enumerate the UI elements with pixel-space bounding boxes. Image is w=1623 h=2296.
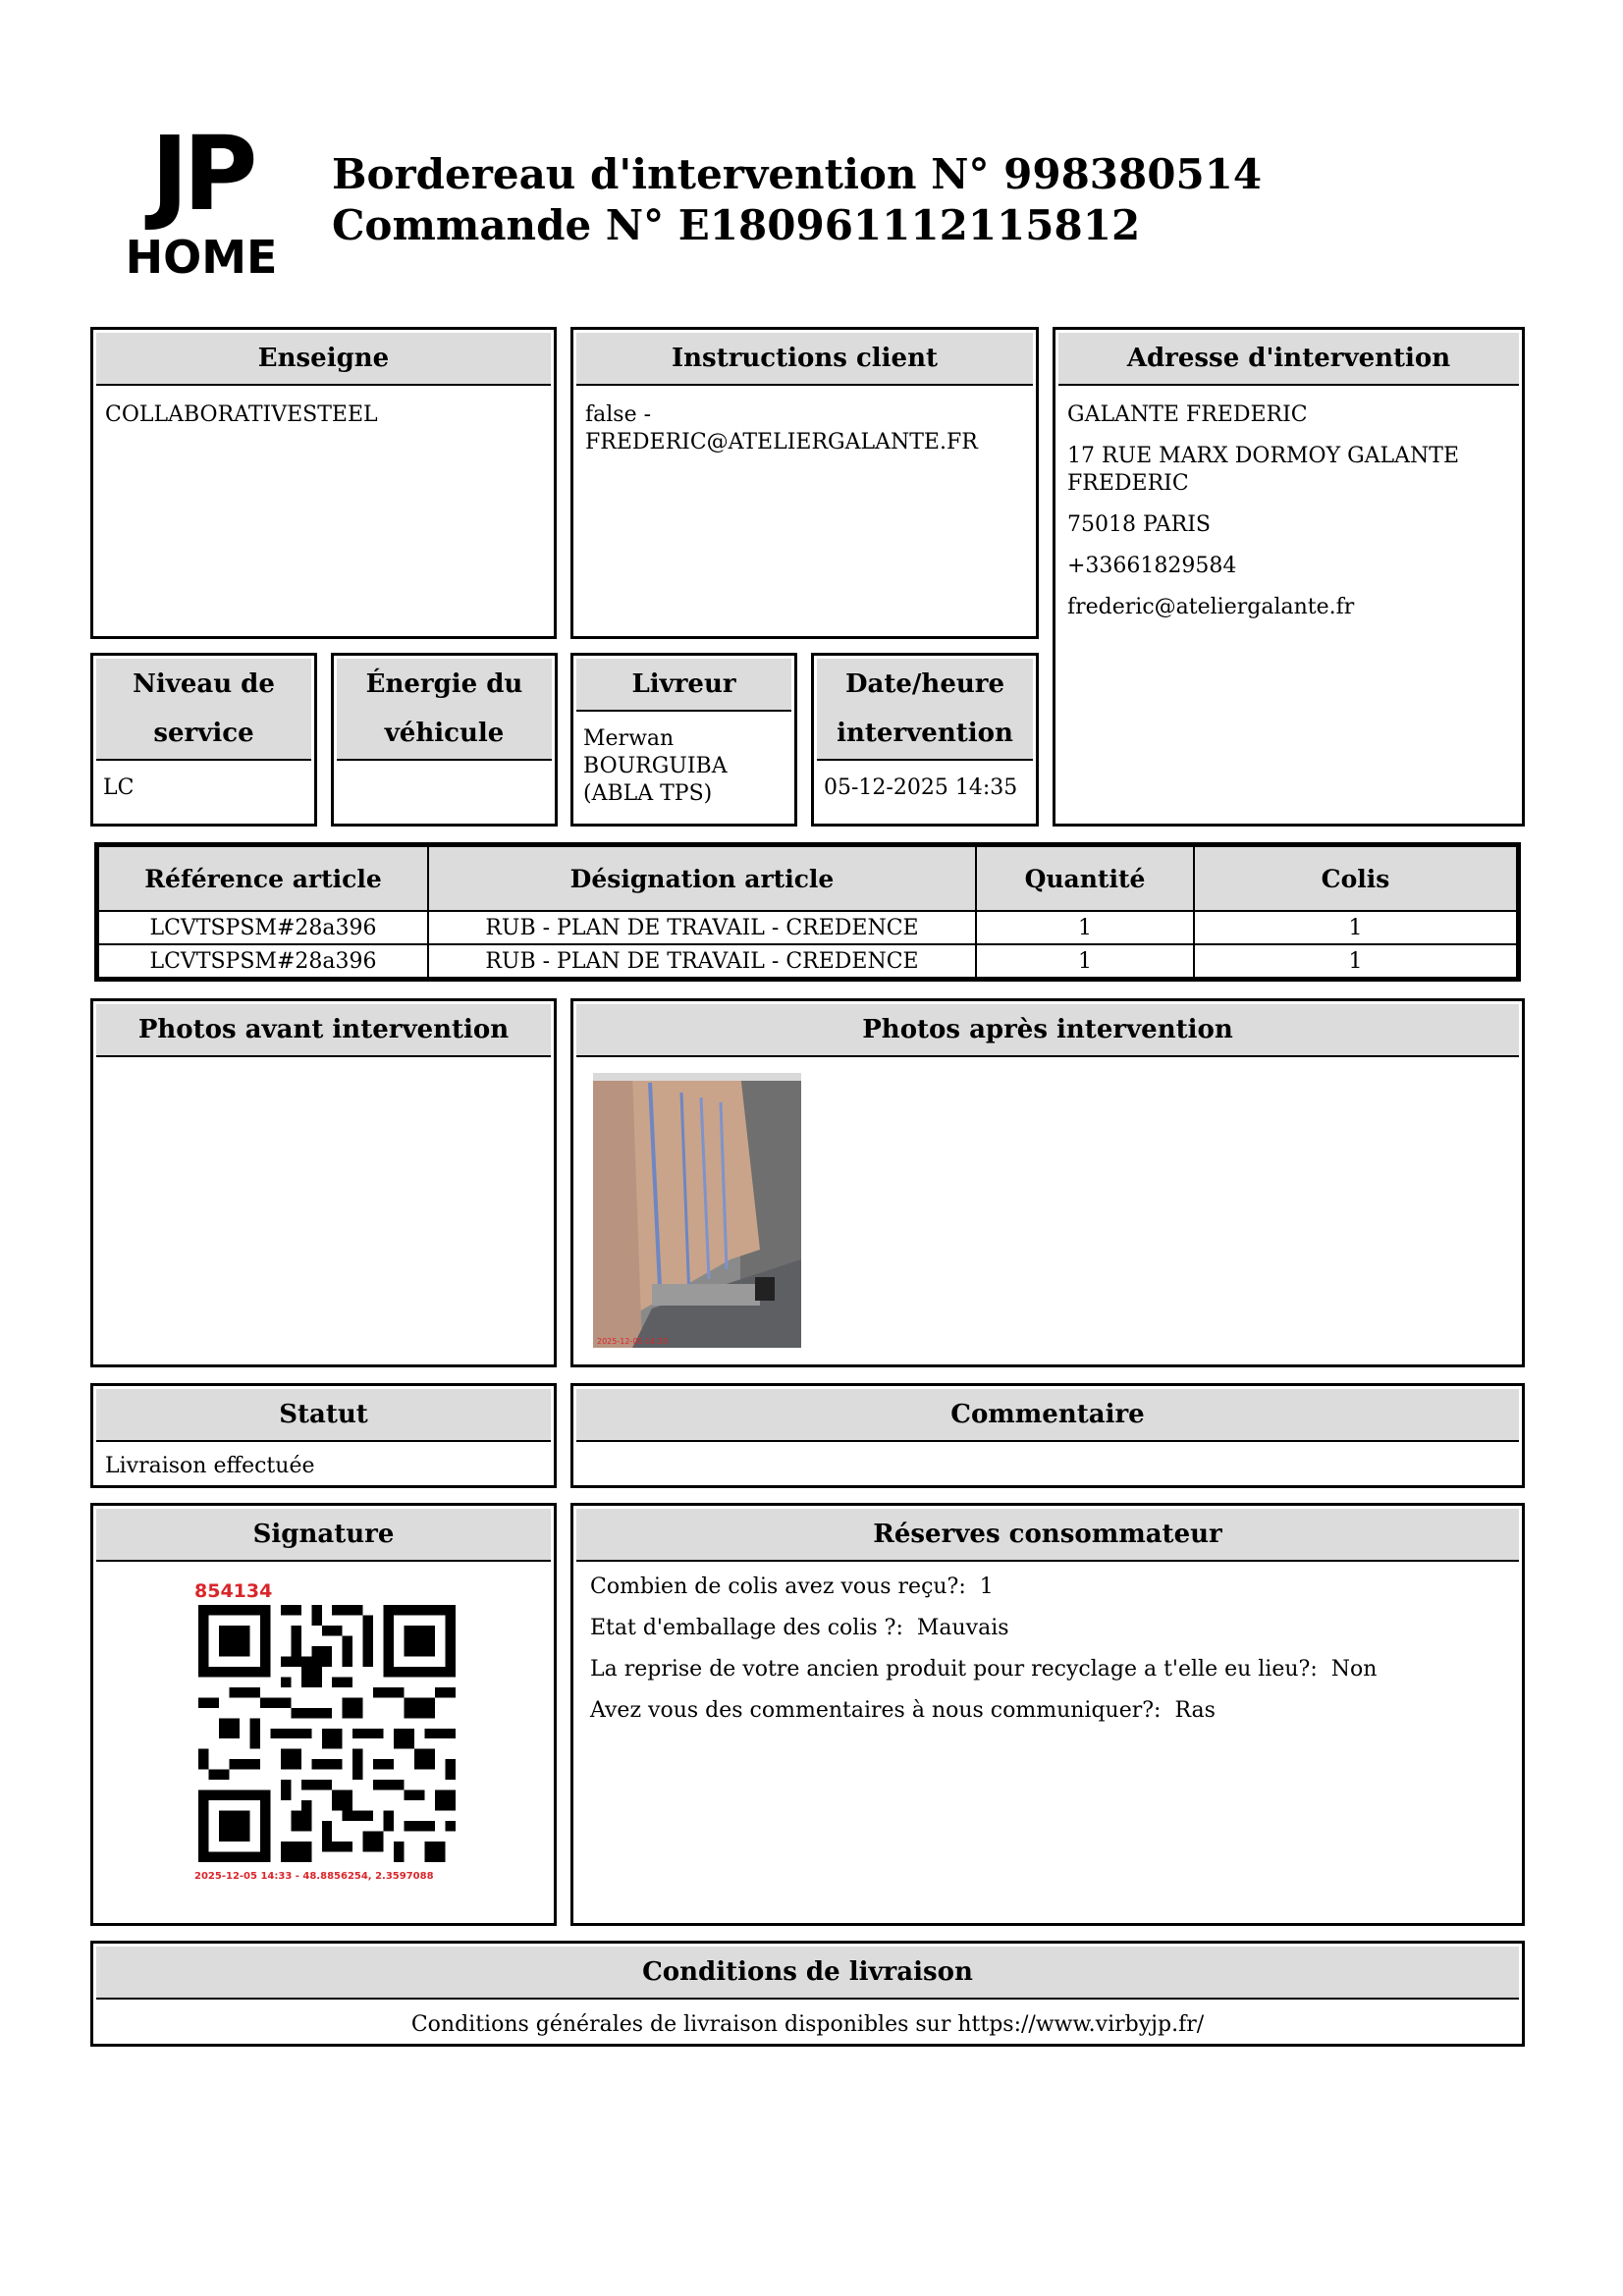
photos-avant-label: Photos avant intervention [96,1004,551,1057]
reserve-line [590,1574,1512,1601]
reserves-box [570,1503,1525,1926]
reserve-line [590,1615,1512,1642]
adresse-phone: +33661829584 [1067,554,1237,578]
instructions-value: false - FREDERIC@ATELIERGALANTE.FR [585,402,978,454]
reserve-question: Etat d'emballage des colis ?: [590,1616,903,1640]
col-quantite: Quantité [976,846,1194,911]
company-logo [118,114,285,285]
adresse-city: 75018 PARIS [1067,512,1211,537]
table-row [98,944,1517,978]
table-row [98,911,1517,944]
col-designation: Désignation article [428,846,976,911]
livreur-value: Merwan BOURGUIBA (ABLA TPS) [583,726,728,806]
enseigne-value: COLLABORATIVESTEEL [105,402,378,427]
niveau-value: LC [103,775,135,800]
reserve-question: Avez vous des commentaires à nous communiquer?: [590,1698,1162,1723]
niveau-label: Niveau de service [96,659,311,761]
conditions-label: Conditions de livraison [96,1947,1519,2000]
date-label: Date/heure intervention [817,659,1033,761]
adresse-box [1053,327,1525,827]
commentaire-box [570,1383,1525,1488]
photos-apres-label: Photos après intervention [576,1004,1519,1057]
energie-box [331,653,558,827]
articles-header-row [98,846,1517,911]
signature-box [90,1503,557,1926]
articles-table [94,842,1521,982]
adresse-street: 17 RUE MARX DORMOY GALANTE FREDERIC [1067,444,1460,496]
logo-top: JP [150,114,252,234]
cell-reference: LCVTSPSM#28a396 [98,944,428,978]
energie-label: Énergie du véhicule [337,659,552,761]
niveau-box [90,653,317,827]
signature-label: Signature [96,1509,551,1562]
statut-box [90,1383,557,1488]
delivery-photo-caption: 2025-12-05 14:33 [597,1337,669,1346]
cell-colis: 1 [1194,911,1517,944]
enseigne-label: Enseigne [96,333,551,386]
date-box [811,653,1039,827]
reserve-question: La reprise de votre ancien produit pour recyclage a t'elle eu lieu?: [590,1657,1318,1682]
cell-quantite: 1 [976,911,1194,944]
signature-footer: 2025-12-05 14:33 - 48.8856254, 2.3597088 [194,1871,434,1882]
reserve-question: Combien de colis avez vous reçu?: [590,1575,966,1599]
title-commande: Commande N° E180961112115812 [332,201,1141,249]
col-reference: Référence article [98,846,428,911]
statut-label: Statut [96,1389,551,1442]
conditions-box [90,1941,1525,2047]
cell-reference: LCVTSPSM#28a396 [98,911,428,944]
delivery-photo[interactable] [593,1073,801,1348]
instructions-label: Instructions client [576,333,1033,386]
reserve-line [590,1697,1512,1725]
delivery-photo-image [593,1073,801,1348]
logo-bottom: HOME [125,231,278,284]
adresse-email: frederic@ateliergalante.fr [1067,595,1355,619]
conditions-text: Conditions générales de livraison disponibles sur https://www.virbyjp.fr/ [410,2012,1205,2037]
reserve-answer: Non [1330,1657,1378,1682]
qr-code-icon [198,1604,456,1863]
reserves-label: Réserves consommateur [576,1509,1519,1562]
reserve-line [590,1656,1512,1683]
cell-designation: RUB - PLAN DE TRAVAIL - CREDENCE [428,911,976,944]
statut-value: Livraison effectuée [105,1454,315,1478]
enseigne-box [90,327,557,639]
title-intervention: Bordereau d'intervention N° 998380514 [332,150,1263,198]
livreur-label: Livreur [576,659,791,712]
document-title [332,149,1559,251]
reserve-answer: Mauvais [916,1616,1009,1640]
cell-designation: RUB - PLAN DE TRAVAIL - CREDENCE [428,944,976,978]
commentaire-label: Commentaire [576,1389,1519,1442]
col-colis: Colis [1194,846,1517,911]
instructions-box [570,327,1039,639]
cell-colis: 1 [1194,944,1517,978]
photos-avant-box [90,998,557,1367]
reserve-answer: Ras [1174,1698,1216,1723]
cell-quantite: 1 [976,944,1194,978]
adresse-label: Adresse d'intervention [1058,333,1519,386]
photos-apres-box [570,998,1525,1367]
signature-code: 854134 [194,1580,273,1602]
reserve-answer: 1 [979,1575,994,1599]
adresse-name: GALANTE FREDERIC [1067,402,1308,427]
livreur-box [570,653,797,827]
date-value: 05-12-2025 14:35 [824,775,1018,800]
